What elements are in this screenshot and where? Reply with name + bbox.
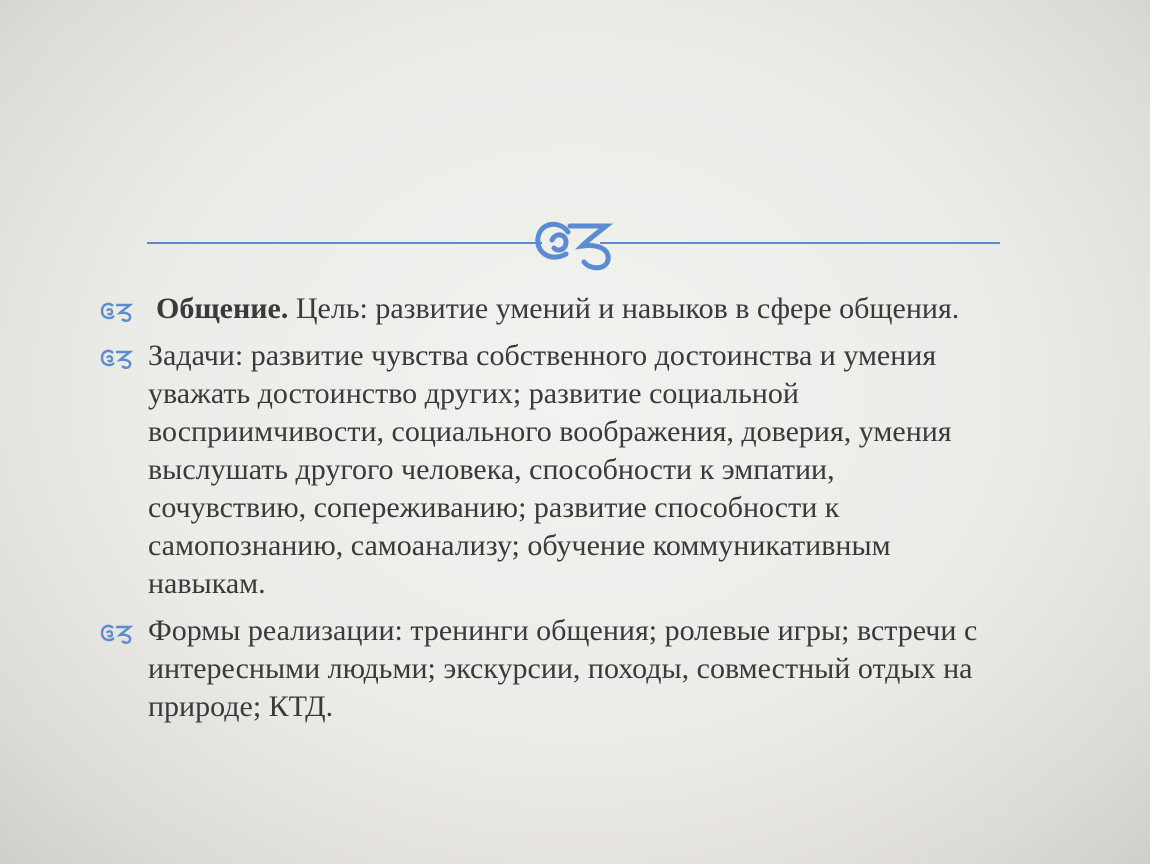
title-divider — [0, 210, 1150, 280]
flourish-bullet-icon — [100, 623, 136, 645]
bullet-item — [100, 290, 980, 328]
flourish-bullet-icon — [100, 348, 136, 370]
flourish-ornament-icon — [538, 224, 608, 267]
bullet-text: Формы реализации: тренинги общения; ролевые игры; встречи с интересными людьми; экскурсии, походы, совместный отдых на природе; КТД. — [148, 614, 978, 723]
bullet-lead: Общение. — [156, 292, 289, 325]
bullet-item — [100, 612, 980, 726]
bullet-list — [100, 290, 980, 735]
flourish-bullet-icon — [100, 301, 136, 323]
bullet-text: Цель: развитие умений и навыков в сфере общения. — [295, 292, 960, 325]
bullet-item — [100, 337, 980, 603]
bullet-text: Задачи: развитие чувства собственного достоинства и умения уважать достоинство других; развитие социальной восприимчивости, социального воображения, доверия, умения выслушать другого человека, способности к эмпатии, сочувствию, сопереживанию; развитие способности к самопознанию, самоанализу; обучение коммуникативным навыкам. — [148, 339, 952, 600]
